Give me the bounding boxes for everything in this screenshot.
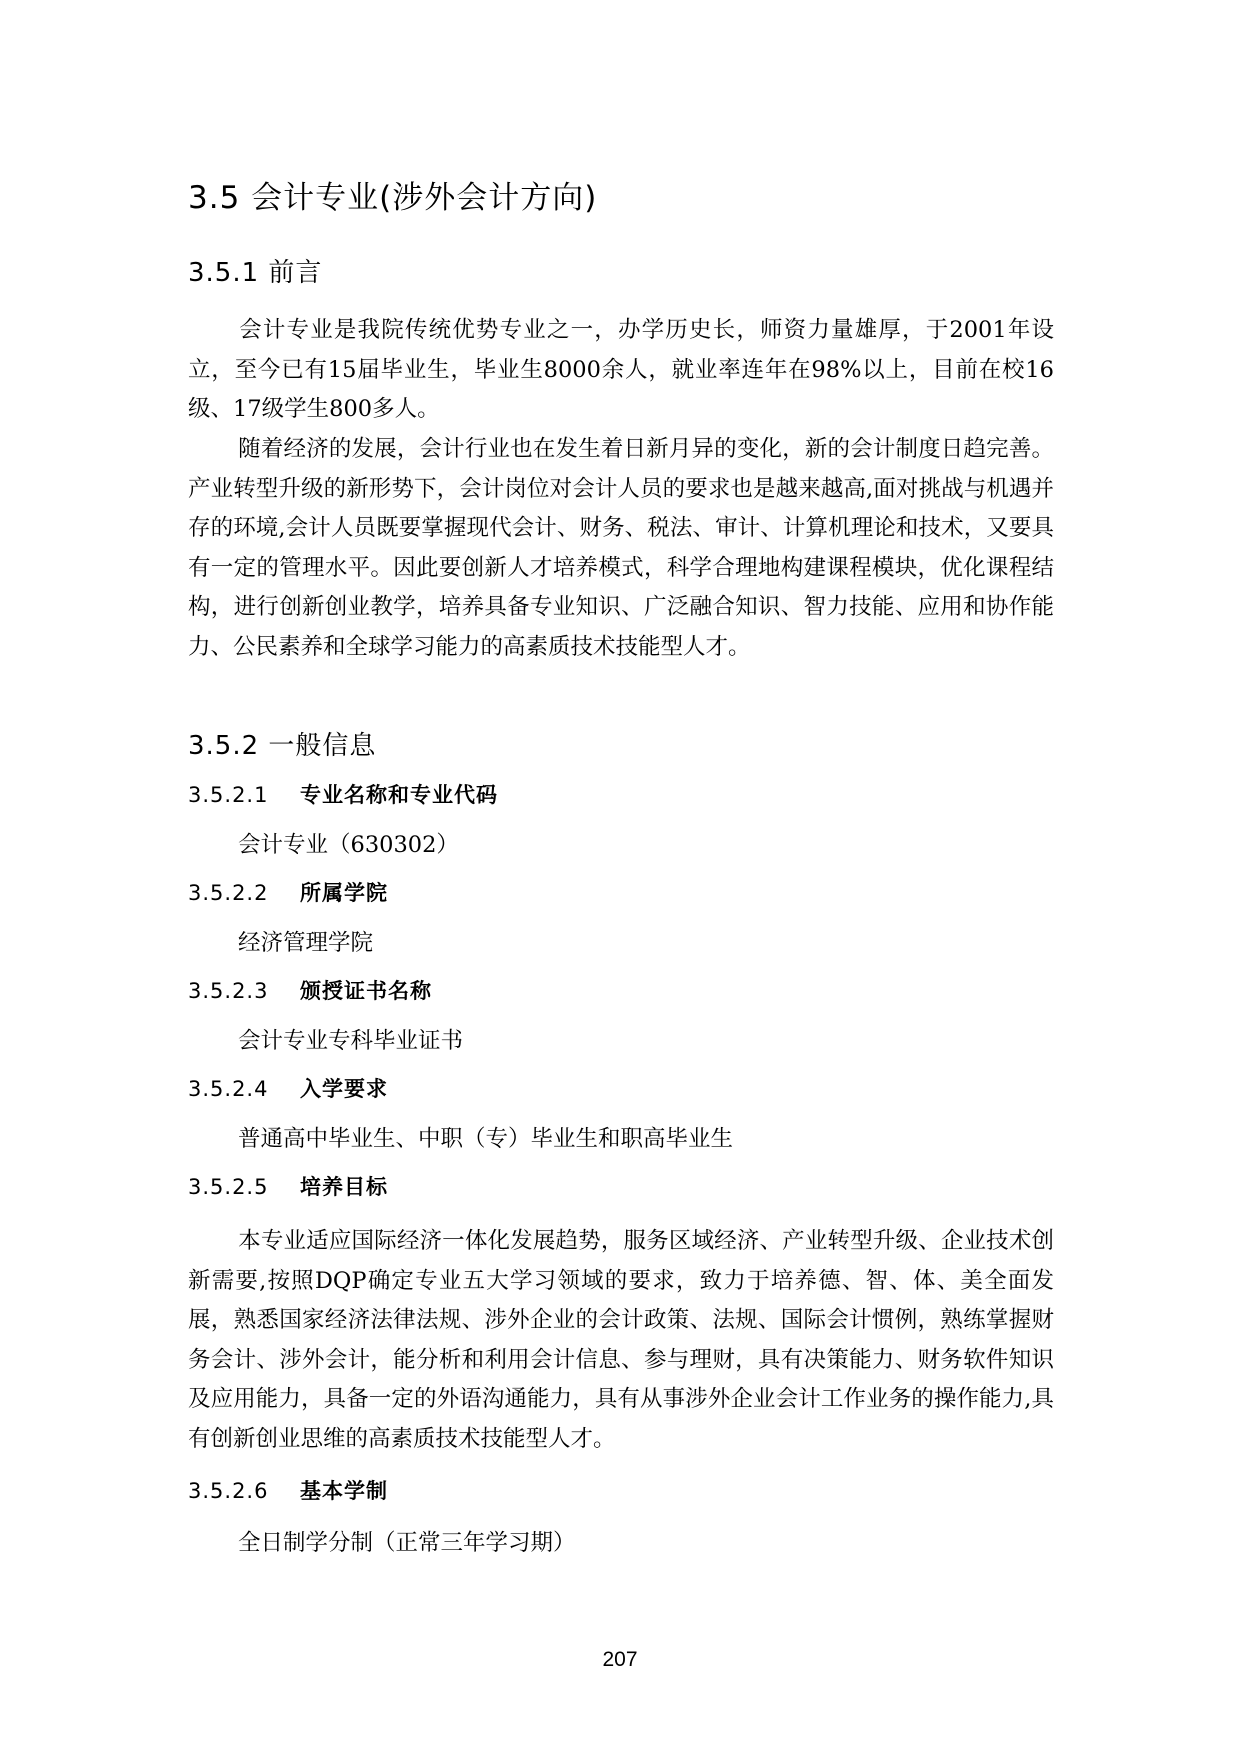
subsection-content: 经济管理学院 [238, 930, 374, 956]
subsection-heading [188, 1074, 388, 1104]
subsection-number: 3.5.2.6 [188, 1479, 269, 1503]
subsection-title: 颁授证书名称 [300, 979, 432, 1003]
subsection-heading [188, 780, 498, 810]
subsection-content: 会计专业（630302） [238, 832, 459, 858]
training-goal-paragraph [188, 1222, 1054, 1459]
subsection-title: 所属学院 [300, 881, 388, 905]
subsection-content: 会计专业专科毕业证书 [238, 1028, 464, 1054]
training-goal-text: 本专业适应国际经济一体化发展趋势，服务区域经济、产业转型升级、企业技术创新需要,按照DQP确定专业五大学习领域的要求，致力于培养德、智、体、美全面发展，熟悉国家经济法律法规、涉外企业的会计政策、法规、国际会计惯例，熟练掌握财务会计、涉外会计，能分析和利用会计信息、参与理财，具有决策能力、财务软件知识及应用能力，具备一定的外语沟通能力，具有从事涉外企业会计工作业务的操作能力,具有创新创业思维的高素质技术技能型人才。 [188, 1228, 1054, 1452]
subsection-title: 专业名称和专业代码 [300, 783, 498, 807]
preface-paragraph-1 [188, 311, 1054, 430]
subsection-number: 3.5.2.5 [188, 1175, 269, 1199]
subsection-content: 全日制学分制（正常三年学习期） [238, 1530, 576, 1556]
section-title: 3.5 会计专业(涉外会计方向) [188, 180, 598, 216]
subsection-content: 普通高中毕业生、中职（专）毕业生和职高毕业生 [238, 1126, 734, 1152]
subsection-title: 入学要求 [300, 1077, 388, 1101]
preface-paragraph-1-text: 会计专业是我院传统优势专业之一，办学历史长，师资力量雄厚，于2001年设立，至今已有15届毕业生，毕业生8000余人，就业率连年在98%以上，目前在校16级、17级学生800多人。 [188, 317, 1054, 422]
subsection-heading [188, 1172, 388, 1202]
preface-heading: 3.5.1 前言 [188, 258, 323, 288]
subsection-heading [188, 976, 432, 1006]
subsection-heading [188, 878, 388, 908]
subsection-heading [188, 1476, 388, 1506]
subsection-number: 3.5.2.3 [188, 979, 269, 1003]
page-number: 207 [602, 1648, 638, 1671]
subsection-title: 基本学制 [300, 1479, 388, 1503]
subsection-number: 3.5.2.4 [188, 1077, 269, 1101]
subsection-title: 培养目标 [300, 1175, 388, 1199]
subsection-number: 3.5.2.2 [188, 881, 269, 905]
subsection-number: 3.5.2.1 [188, 783, 269, 807]
general-info-heading: 3.5.2 一般信息 [188, 731, 377, 761]
preface-paragraph-2-text: 随着经济的发展，会计行业也在发生着日新月异的变化，新的会计制度日趋完善。产业转型升级的新形势下，会计岗位对会计人员的要求也是越来越高,面对挑战与机遇并存的环境,会计人员既要掌握现代会计、财务、税法、审计、计算机理论和技术，又要具有一定的管理水平。因此要创新人才培养模式，科学合理地构建课程模块，优化课程结构，进行创新创业教学，培养具备专业知识、广泛融合知识、智力技能、应用和协作能力、公民素养和全球学习能力的高素质技术技能型人才。 [188, 436, 1054, 660]
preface-paragraph-2 [188, 430, 1054, 667]
